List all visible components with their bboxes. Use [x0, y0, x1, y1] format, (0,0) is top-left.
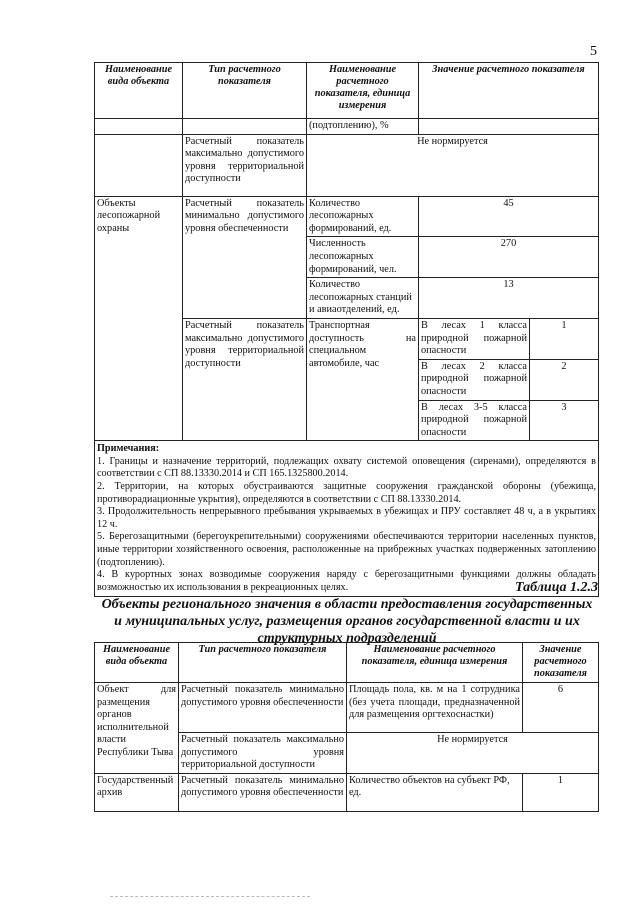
- gov-object-name: Объект для размещения органов исполнительной власти Республики Тыва: [95, 683, 179, 774]
- table-header-row: [95, 63, 599, 119]
- cont-text: (подтоплению), %: [307, 119, 419, 135]
- gov-max-value: Не нормируется: [347, 733, 599, 774]
- gov-max-type: Расчетный показатель максимально допустимого уровня территориальной доступности: [179, 733, 347, 774]
- table-row: [95, 683, 599, 733]
- forest-item-name: Численность лесопожарных формирований, чел.: [307, 237, 419, 278]
- note-item: 4. В курортных зонах возводимые сооружения наряду с берегозащитными функциями должны обладать возможностью их использования в рекреационных целях.: [97, 569, 596, 593]
- header-indicator-value: Значение расчетного показателя: [419, 63, 599, 119]
- scan-edge-line: [110, 896, 310, 898]
- forest-class-value: 3: [530, 400, 599, 441]
- note-item: 5. Берегозащитными (берегоукрепительными) сооружениями обеспечиваются территории населенных пунктов, иные территории хозяйственного освоения, расположенные на прибрежных участках подверженных затоплению (подтоплению).: [97, 531, 596, 568]
- gov-min-type: Расчетный показатель минимально допустимого уровня обеспеченности: [179, 683, 347, 733]
- page-number: 5: [590, 44, 597, 59]
- table-header-row: [95, 643, 599, 683]
- notes-header: Примечания:: [97, 443, 160, 455]
- header-indicator-value: Значение расчетного показателя: [523, 643, 599, 683]
- header-object-type: Наименование вида объекта: [95, 643, 179, 683]
- forest-transport: Транспортная доступность на специальном автомобиле, час: [307, 318, 419, 440]
- forest-class-label: В лесах 2 класса природной пожарной опасности: [419, 359, 530, 400]
- table-row: [95, 134, 599, 196]
- max-access-value: Не нормируется: [307, 134, 599, 196]
- note-item: 3. Продолжительность непрерывного пребывания укрываемых в убежищах и ПРУ составляет 48 ч, а в укрытиях 12 ч.: [97, 506, 596, 530]
- table-number: Таблица 1.2.3: [515, 580, 598, 595]
- forest-class-value: 2: [530, 359, 599, 400]
- forest-object-name: Объекты лесопожарной охраны: [95, 196, 183, 441]
- table-row: [95, 773, 599, 811]
- note-item: 1. Границы и назначение территорий, подлежащих охвату системой оповещения (сиренами), определяются в соответствии с СП 88.13330.2014 и СП 165.1325800.2014.: [97, 455, 596, 480]
- forest-item-name: Количество лесопожарных станций и авиаотделений, ед.: [307, 278, 419, 319]
- header-indicator-type: Тип расчетного показателя: [183, 63, 307, 119]
- forest-class-label: В лесах 3-5 класса природной пожарной опасности: [419, 400, 530, 441]
- table-row: [95, 196, 599, 237]
- table-forest-protection: [94, 62, 599, 597]
- forest-class-label: В лесах 1 класса природной пожарной опасности: [419, 318, 530, 359]
- table-gov-services: [94, 642, 599, 812]
- header-indicator-type: Тип расчетного показателя: [179, 643, 347, 683]
- archive-value: 1: [523, 773, 599, 811]
- archive-object-name: Государственный архив: [95, 773, 179, 811]
- forest-item-value: 45: [419, 196, 599, 237]
- table-row: [95, 119, 599, 135]
- gov-min-value: 6: [523, 683, 599, 733]
- gov-min-name: Площадь пола, кв. м на 1 сотрудника (без учета площади, предназначенной для размещения оргтехоснастки): [347, 683, 523, 733]
- notes-row: [95, 441, 599, 597]
- forest-item-name: Количество лесопожарных формирований, ед.: [307, 196, 419, 237]
- header-object-type: Наименование вида объекта: [95, 63, 183, 119]
- forest-min-type: Расчетный показатель минимально допустимого уровня обеспеченности: [183, 196, 307, 318]
- notes-block: [95, 441, 599, 597]
- forest-class-value: 1: [530, 318, 599, 359]
- forest-item-value: 13: [419, 278, 599, 319]
- max-access-type: Расчетный показатель максимально допустимого уровня территориальной доступности: [183, 134, 307, 196]
- header-indicator-name: Наименование расчетного показателя, единица измерения: [347, 643, 523, 683]
- forest-max-type: Расчетный показатель максимально допустимого уровня территориальной доступности: [183, 318, 307, 440]
- forest-item-value: 270: [419, 237, 599, 278]
- note-item: 2. Территории, на которых обустраиваются защитные сооружения гражданской обороны (убежища, противорадиационные укрытия), определяются в соответствии с СП 88.13330.2014.: [97, 481, 596, 505]
- table-title: Объекты регионального значения в области предоставления государственных и муниципальных услуг, размещения органов государственной власти и их структурных подразделений: [101, 597, 593, 646]
- archive-name: Количество объектов на субъект РФ, ед.: [347, 773, 523, 811]
- header-indicator-name: Наименование расчетного показателя, единица измерения: [307, 63, 419, 119]
- archive-type: Расчетный показатель минимально допустимого уровня обеспеченности: [179, 773, 347, 811]
